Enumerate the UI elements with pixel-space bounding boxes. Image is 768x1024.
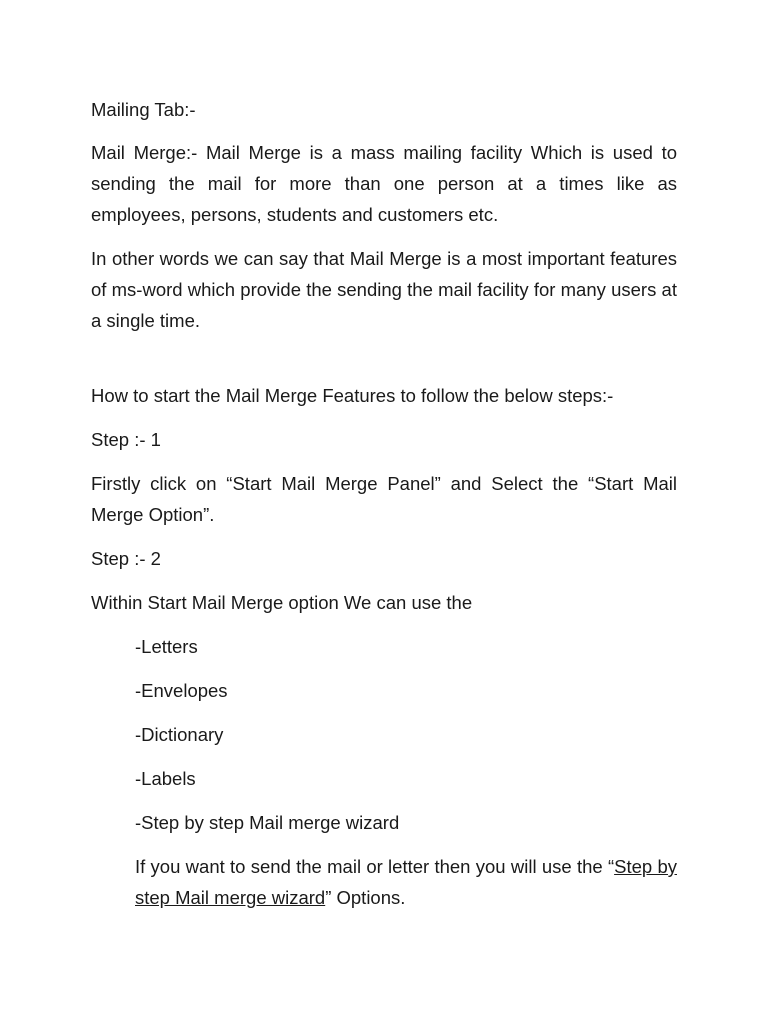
step-2-text: Within Start Mail Merge option We can use the <box>91 592 473 613</box>
step-1-text: Firstly click on “Start Mail Merge Panel” and Select the “Start Mail Merge Option”. <box>91 473 677 525</box>
option-labels: -Labels <box>135 768 196 789</box>
section-title: Mailing Tab:- <box>91 99 196 120</box>
option-letters: -Letters <box>135 636 198 657</box>
final-text-before: If you want to send the mail or letter then you will use the “ <box>135 856 615 877</box>
blank-line <box>91 349 677 380</box>
option-wizard: -Step by step Mail merge wizard <box>135 812 400 833</box>
howto-intro: How to start the Mail Merge Features to follow the below steps:- <box>91 385 614 406</box>
option-dictionary: -Dictionary <box>135 724 224 745</box>
final-text-after: ” Options. <box>325 887 406 908</box>
mail-merge-importance: In other words we can say that Mail Merge is a most important features of ms-word which provide the sending the mail facility for many users at a single time. <box>91 248 677 331</box>
document-page <box>91 94 677 926</box>
step-2-label: Step :- 2 <box>91 548 161 569</box>
option-envelopes: -Envelopes <box>135 680 228 701</box>
wizard-link[interactable]: Step by step Mail merge wizard <box>135 856 677 908</box>
final-instruction <box>135 851 677 913</box>
mail-merge-definition: Mail Merge:- Mail Merge is a mass mailing facility Which is used to sending the mail for more than one person at a times like as employees, persons, students and customers etc. <box>91 142 677 225</box>
step-1-label: Step :- 1 <box>91 429 161 450</box>
